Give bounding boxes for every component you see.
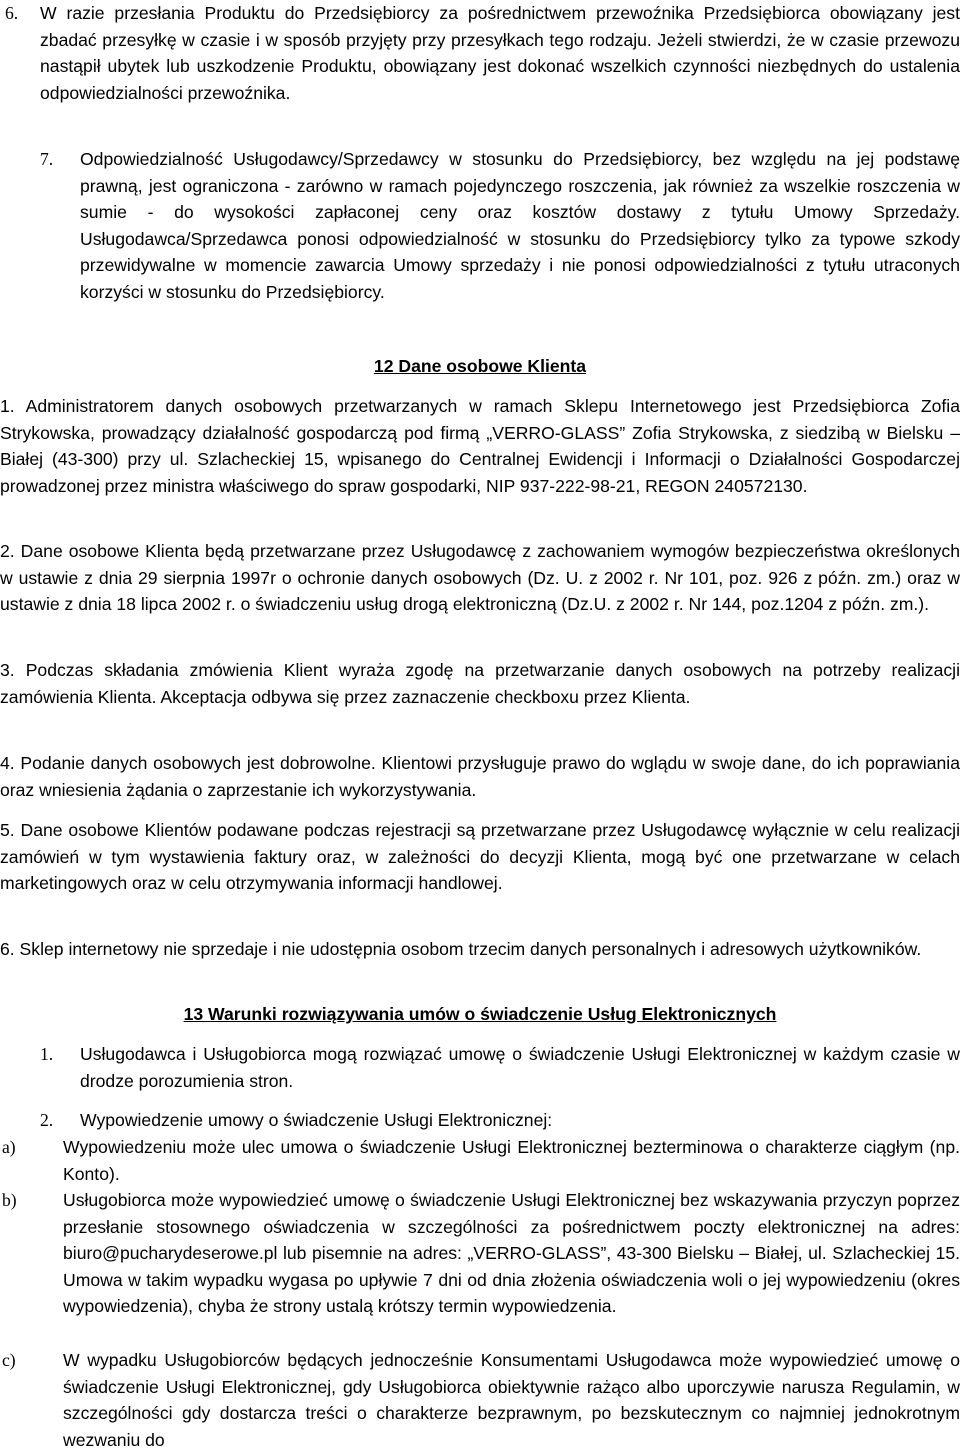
sub-item-a	[0, 1134, 960, 1187]
list-item-13-1	[0, 1041, 960, 1094]
sub-item-letter: a)	[2, 1137, 16, 1157]
list-item-13-2	[0, 1107, 960, 1134]
sub-item-text: Usługobiorca może wypowiedzieć umowę o świadczenie Usługi Elektronicznej bez wskazywania przyczyn poprzez przesłanie stosownego oświadczenia w szczególności za pośrednictwem poczty elektronicznej na adres: biuro@pucharydeserowe.pl lub pisemnie na adres: „VERRO-GLASS”, 43-300 Bielsku – Białej, ul. Szlacheckiej 15. Umowa w takim wypadku wygasa po upływie 7 dni od dnia złożenia oświadczenia woli o jej wypowiedzeniu (okres wypowiedzenia), chyba że strony ustalą krótszy termin wypowiedzenia.	[63, 1190, 960, 1317]
sub-item-b	[0, 1187, 960, 1320]
paragraph-12-1: 1. Administratorem danych osobowych przetwarzanych w ramach Sklepu Internetowego jest Przedsiębiorca Zofia Strykowska, prowadzący działalność gospodarczą pod firmą „VERRO-GLASS” Zofia Strykowska, z siedzibą w Bielsku – Białej (43-300) przy ul. Szlacheckiej 15, wpisanego do Centralnej Ewidencji i Informacji o Działalności Gospodarczej prowadzonej przez ministra właściwego do spraw gospodarki, NIP 937-222-98-21, REGON 240572130.	[0, 396, 960, 496]
paragraph-12-2: 2. Dane osobowe Klienta będą przetwarzane przez Usługodawcę z zachowaniem wymogów bezpieczeństwa określonych w ustawie z dnia 29 sierpnia 1997r o ochronie danych osobowych (Dz. U. z 2002 r. Nr 101, poz. 926 z późn. zm.) oraz w ustawie z dnia 18 lipca 2002 r. o świadczeniu usług drogą elektroniczną (Dz.U. z 2002 r. Nr 144, poz.1204 z późn. zm.).	[0, 541, 960, 615]
section-heading-text: 12 Dane osobowe Klienta	[373, 356, 587, 376]
list-number: 6.	[5, 3, 19, 23]
sub-item-letter: c)	[2, 1350, 16, 1370]
list-item-text: Wypowiedzenie umowy o świadczenie Usługi Elektronicznej:	[80, 1110, 553, 1130]
list-item-text: Usługodawca i Usługobiorca mogą rozwiązać umowę o świadczenie Usługi Elektronicznej w każdym czasie w drodze porozumienia stron.	[80, 1044, 960, 1091]
list-item-6	[0, 0, 960, 106]
sub-item-text: W wypadku Usługobiorców będących jednocześnie Konsumentami Usługodawca może wypowiedzieć umowę o świadczenie Usługi Elektronicznej, gdy Usługobiorca obiektywnie rażąco albo uporczywie narusza Regulamin, w szczególności gdy dostarcza treści o charakterze bezprawnym, po bezskutecznym co najmniej jednokrotnym wezwaniu do	[63, 1350, 960, 1450]
list-item-7	[0, 146, 960, 306]
list-item-text: W razie przesłania Produktu do Przedsiębiorcy za pośrednictwem przewoźnika Przedsiębiorca obowiązany jest zbadać przesyłkę w czasie i w sposób przyjęty przy przesyłkach tego rodzaju. Jeżeli stwierdzi, że w czasie przewozu nastąpił ubytek lub uszkodzenie Produktu, obowiązany jest dokonać wszelkich czynności niezbędnych do ustalenia odpowiedzialności przewoźnika.	[40, 3, 960, 103]
paragraph-12-5: 5. Dane osobowe Klientów podawane podczas rejestracji są przetwarzane przez Usługodawcę wyłącznie w celu realizacji zamówień w tym wystawienia faktury oraz, w zależności do decyzji Klienta, mogą być one przetwarzane w celach marketingowych oraz w celu otrzymywania informacji handlowej.	[0, 820, 960, 894]
sub-item-c	[0, 1347, 960, 1453]
section-heading-12	[0, 353, 960, 380]
sub-item-text: Wypowiedzeniu może ulec umowa o świadczenie Usługi Elektronicznej bezterminowa o charakterze ciągłym (np. Konto).	[63, 1137, 960, 1184]
paragraph-12-4: 4. Podanie danych osobowych jest dobrowolne. Klientowi przysługuje prawo do wglądu w swoje dane, do ich poprawiania oraz wniesienia żądania o zaprzestanie ich wykorzystywania.	[0, 753, 960, 800]
list-number: 1.	[40, 1044, 54, 1064]
section-heading-text: 13 Warunki rozwiązywania umów o świadczenie Usług Elektronicznych	[183, 1004, 777, 1024]
paragraph-12-3: 3. Podczas składania zmówienia Klient wyraża zgodę na przetwarzanie danych osobowych na potrzeby realizacji zamówienia Klienta. Akceptacja odbywa się przez zaznaczenie checkboxu przez Klienta.	[0, 660, 960, 707]
list-item-text: Odpowiedzialność Usługodawcy/Sprzedawcy w stosunku do Przedsiębiorcy, bez względu na jej podstawę prawną, jest ograniczona - zarówno w ramach pojedynczego roszczenia, jak również za wszelkie roszczenia w sumie - do wysokości zapłaconej ceny oraz kosztów dostawy z tytułu Umowy Sprzedaży. Usługodawca/Sprzedawca ponosi odpowiedzialność w stosunku do Przedsiębiorcy tylko za typowe szkody przewidywalne w momencie zawarcia Umowy sprzedaży i nie ponosi odpowiedzialności z tytułu utraconych korzyści w stosunku do Przedsiębiorcy.	[80, 149, 960, 302]
list-number: 7.	[40, 149, 54, 169]
section-heading-13	[0, 1001, 960, 1028]
sub-item-letter: b)	[2, 1190, 17, 1210]
list-number: 2.	[40, 1110, 54, 1130]
paragraph-12-6: 6. Sklep internetowy nie sprzedaje i nie udostępnia osobom trzecim danych personalnych i adresowych użytkowników.	[0, 939, 922, 959]
